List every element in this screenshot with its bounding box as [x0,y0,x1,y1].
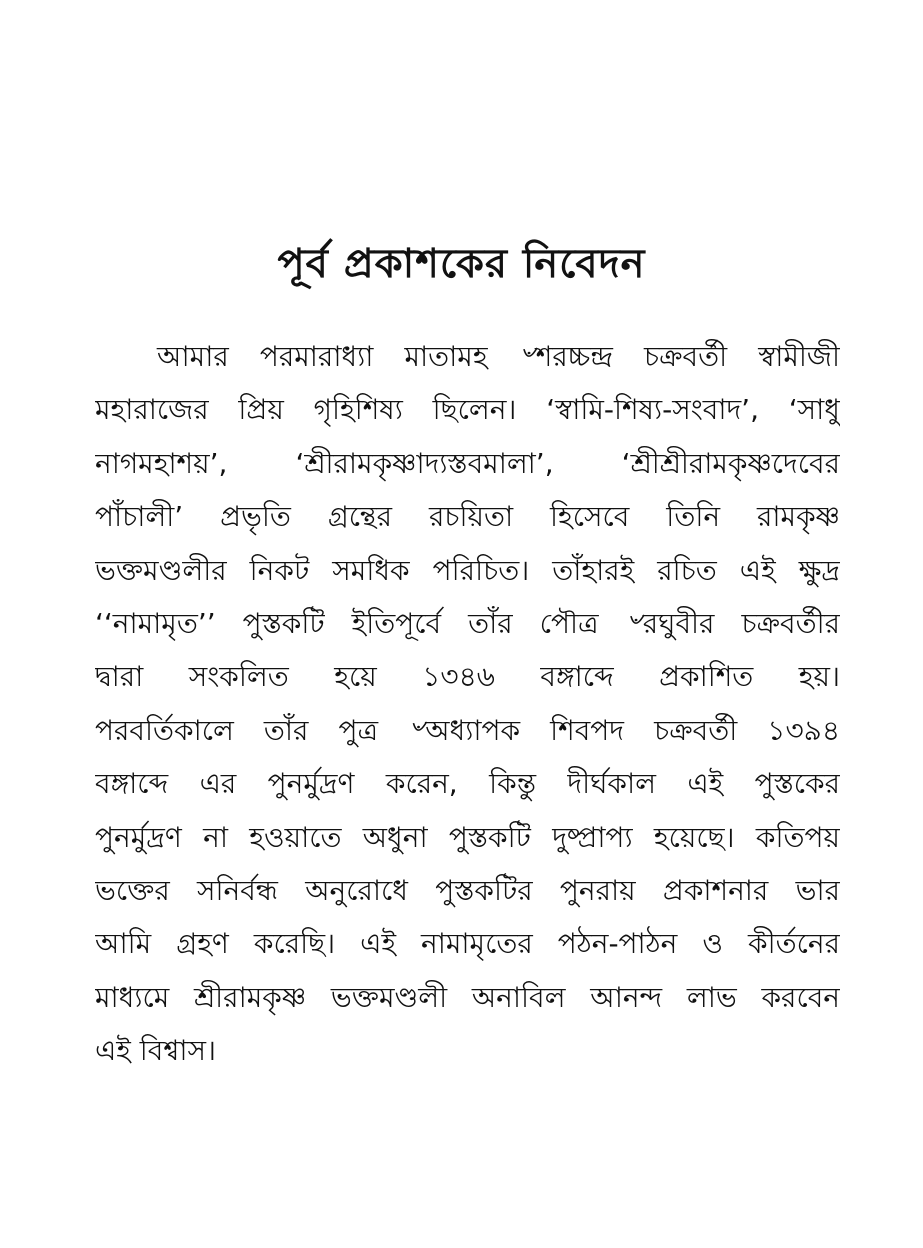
page-title: পূর্ব প্রকাশকের নিবেদন [277,241,646,287]
text-line: মাধ্যমে শ্রীরামকৃষ্ণ ভক্তমণ্ডলী অনাবিল আনন্দ লাভ করবেন [95,980,840,1014]
text-line: পুনর্মুদ্রণ না হওয়াতে অধুনা পুস্তকটি দুষ্প্রাপ্য হয়েছে। কতিপয় [95,820,840,854]
text-line: বঙ্গাব্দে এর পুনর্মুদ্রণ করেন, কিন্তু দীর্ঘকাল এই পুস্তকের [95,767,840,801]
text-line: দ্বারা সংকলিত হয়ে ১৩৪৬ বঙ্গাব্দে প্রকাশিত হয়। [95,660,840,694]
text-line: আমি গ্রহণ করেছি। এই নামামৃতের পঠন-পাঠন ও কীর্তনের [95,927,840,961]
text-line: ‘‘নামামৃত’’ পুস্তকটি ইতিপূর্বে তাঁর পৌত্র ৺রঘুবীর চক্রবর্তীর [95,606,840,640]
text-line: এই বিশ্বাস। [95,1034,216,1068]
text-line: পরবর্তিকালে তাঁর পুত্র ৺অধ্যাপক শিবপদ চক্রবর্তী ১৩৯৪ [95,713,840,747]
text-line: মহারাজের প্রিয় গৃহিশিষ্য ছিলেন। ‘স্বামি-শিষ্য-সংবাদ’, ‘সাধু [95,393,840,427]
body-paragraph [95,330,840,1077]
text-line: আমার পরমারাধ্যা মাতামহ ৺শরচ্চন্দ্র চক্রবর্তী স্বামীজী [157,340,840,373]
text-line: ভক্তমণ্ডলীর নিকট সমধিক পরিচিত। তাঁহারই রচিত এই ক্ষুদ্র [95,553,840,587]
text-line: নাগমহাশয়’, ‘শ্রীরামকৃষ্ণাদ্যস্তবমালা’, ‘শ্রীশ্রীরামকৃষ্ণদেবের [95,446,840,480]
text-line: পাঁচালী’ প্রভৃতি গ্রন্থের রচয়িতা হিসেবে তিনি রামকৃষ্ণ [95,500,840,534]
text-line: ভক্তের সনির্বন্ধ অনুরোধে পুস্তকটির পুনরায় প্রকাশনার ভার [95,873,840,907]
